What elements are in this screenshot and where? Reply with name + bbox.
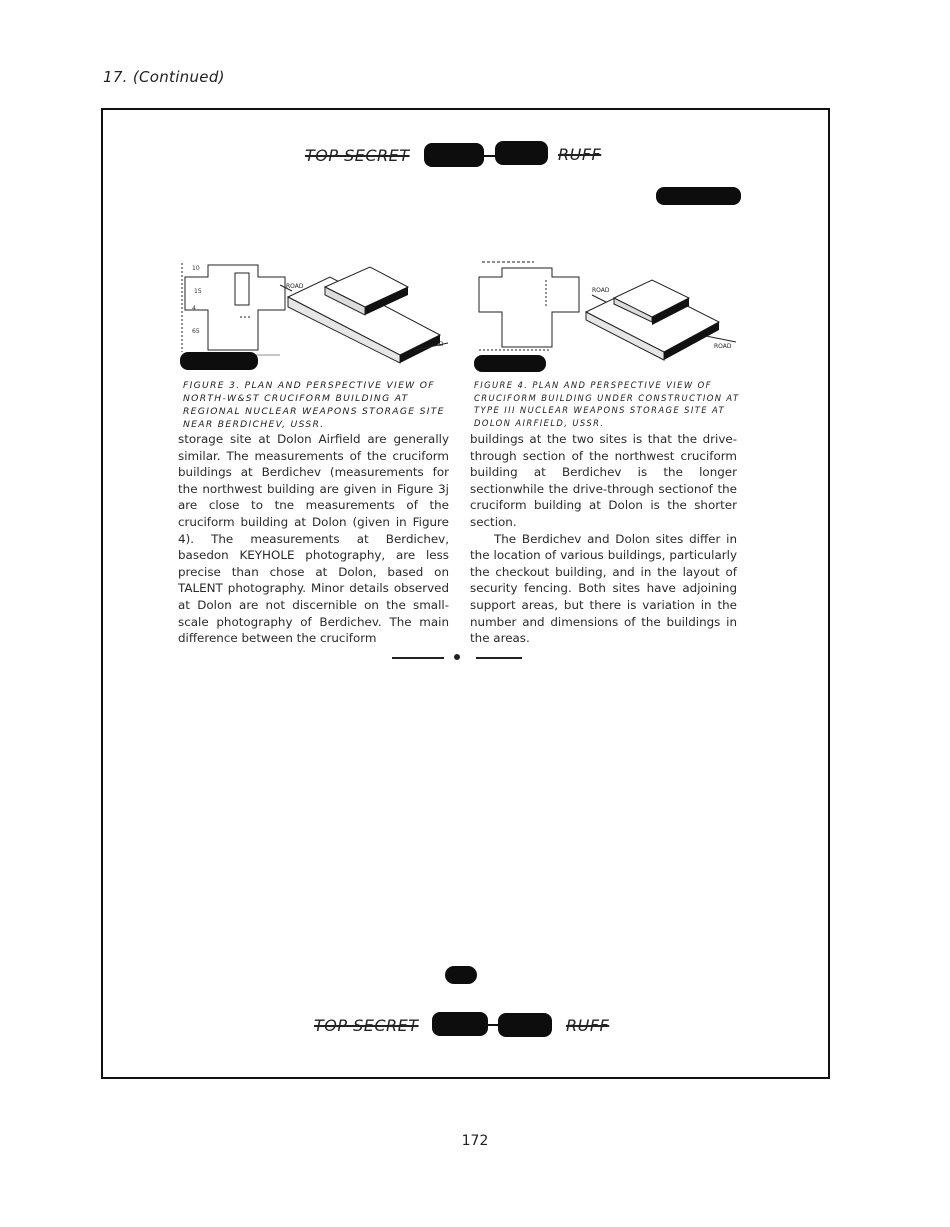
- figure-3-caption: FIGURE 3. PLAN AND PERSPECTIVE VIEW OF NORTH-W&ST CRUCIFORM BUILDING AT REGIONAL NUCLEAR WEAPONS STORAGE SITE NEAR BERDICHEV, USSR.: [183, 380, 445, 430]
- body-paragraph: The Berdichev and Dolon sites differ in the location of various buildings, particularly the checkout building, and in the layout of security fencing. Both sites have adjoining support areas, but there is variation in the number and dimensions of the buildings in the areas.: [470, 531, 737, 646]
- plan-dimension-ticks: [192, 265, 202, 335]
- road-label: ROAD: [592, 287, 610, 294]
- svg-text:4: 4: [192, 305, 196, 312]
- svg-text:65: 65: [192, 328, 200, 335]
- road-label: ROAD: [286, 283, 304, 290]
- redaction-block: [432, 1012, 488, 1036]
- redaction-block: [498, 1013, 552, 1037]
- redaction-block: [445, 966, 477, 984]
- divider-line: [392, 657, 444, 659]
- plan-view: [479, 262, 579, 350]
- body-left-column: [178, 431, 449, 647]
- redaction-block: [474, 355, 546, 372]
- classification-right-label: RUFF: [566, 1016, 610, 1035]
- page-number: 172: [461, 1133, 489, 1149]
- classification-left-label: TOP SECRET: [314, 1016, 419, 1035]
- section-end-marker: [392, 654, 524, 662]
- plan-view: [182, 263, 285, 352]
- svg-text:15: 15: [194, 288, 202, 295]
- body-right-column: [470, 431, 737, 647]
- divider-dot: [454, 654, 460, 660]
- redaction-block: [656, 187, 741, 205]
- road-label: ROAD: [714, 343, 732, 350]
- body-paragraph: buildings at the two sites is that the drive-through section of the northwest cruciform building at Berdichev is the longer sectionwhile the drive-through sectionof the cruciform building at Dolon is the shorter section.: [470, 432, 737, 529]
- divider-line: [476, 657, 522, 659]
- classification-right-label: RUFF: [558, 145, 602, 164]
- redaction-block: [180, 352, 258, 370]
- section-continued-heading: 17. (Continued): [103, 68, 225, 86]
- redaction-block: [424, 143, 484, 167]
- classification-banner-top: [300, 140, 620, 168]
- classification-banner-bottom: [310, 1010, 620, 1038]
- redaction-block: [495, 141, 548, 165]
- perspective-view: [280, 267, 448, 363]
- svg-text:10: 10: [192, 265, 200, 272]
- classification-left-label: TOP SECRET: [305, 146, 410, 165]
- figure-4-caption: FIGURE 4. PLAN AND PERSPECTIVE VIEW OF CRUCIFORM BUILDING UNDER CONSTRUCTION AT TYPE III NUCLEAR WEAPONS STORAGE SITE AT DOLON AIRFIELD, USSR.: [474, 380, 740, 428]
- body-paragraph: storage site at Dolon Airfield are generally similar. The measurements of the cruciform buildings at Berdichev (measurements for the northwest building are given in Figure 3j are close to tne measurements of the cruciform building at Dolon (given in Figure 4). The measurements at Berdichev, basedon KEYHOLE photography, are less precise than chose at Dolon, based on TALENT photography. Minor details observed at Dolon are not discernible on the small-scale photography of Berdichev. The main difference between the cruciform: [178, 432, 449, 646]
